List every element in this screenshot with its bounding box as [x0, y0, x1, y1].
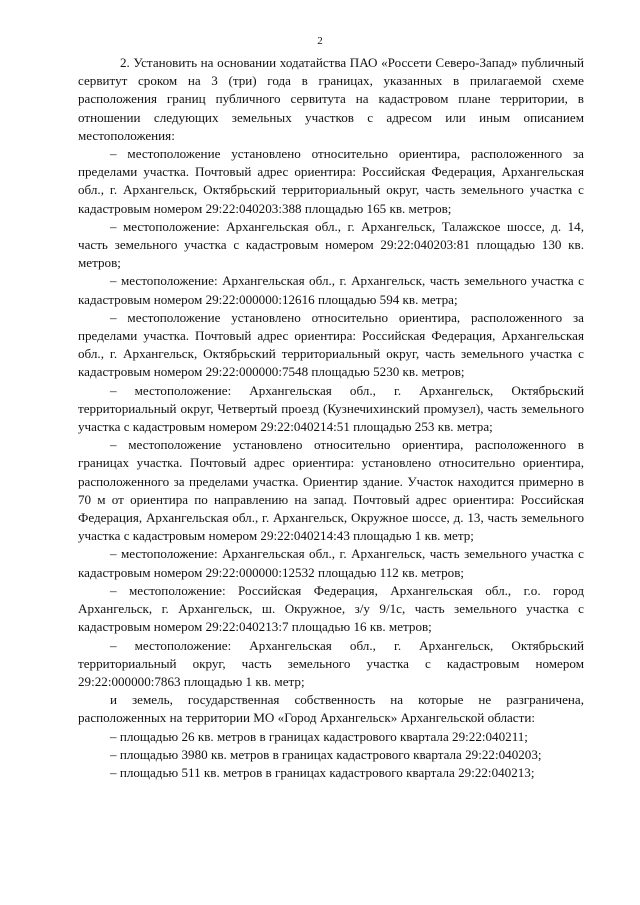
list-item: – местоположение: Архангельская обл., г. Архангельск, Октябрьский территориальный округ, часть земельного участка с кадастровым номером 29:22:000000:7863 площадью 1 кв. метр; [78, 637, 584, 689]
list-item: – местоположение установлено относительно ориентира, расположенного в границах участка. Почтовый адрес ориентира: установлено относительно ориентира, расположенного за пределами участка. Ориентир здание. Участок находится примерно в 70 м от ориентира по направлению на запад. Почтовый адрес ориентира: Российская Федерация, Архангельская обл., г. Архангельск, Окружное шоссе, д. 13, часть земельного участка с кадастровым номером 29:22:040214:43 площадью 1 кв. метр; [78, 437, 584, 544]
page-number: 2 [317, 35, 323, 47]
paragraph-state-lands: и земель, государственная собственность на которые не разграничена, расположенных на территории МО «Город Архангельск» Архангельской области: [78, 692, 584, 726]
list-item: – местоположение: Архангельская обл., г. Архангельск, Октябрьский территориальный округ, Четвертый проезд (Кузнечихинский промузел), часть земельного участка с кадастровым номером 29:22:040214:51 площадью 253 кв. метра; [78, 382, 584, 435]
list-item: – площадью 511 кв. метров в границах кадастрового квартала 29:22:040213; [110, 764, 535, 780]
list-item: – местоположение: Архангельская обл., г. Архангельск, Талажское шоссе, д. 14, часть земельного участка с кадастровым номером 29:22:040203:81 площадью 130 кв. метров; [78, 218, 584, 271]
list-item: – местоположение: Архангельская обл., г. Архангельск, часть земельного участка с кадастровым номером 29:22:000000:12616 площадью 594 кв. метра; [78, 273, 584, 307]
list-item: – площадью 3980 кв. метров в границах кадастрового квартала 29:22:040203; [110, 746, 542, 762]
list-item: – местоположение: Архангельская обл., г. Архангельск, часть земельного участка с кадастровым номером 29:22:000000:12532 площадью 112 кв. метров; [78, 546, 584, 580]
list-item: – площадью 26 кв. метров в границах кадастрового квартала 29:22:040211; [110, 728, 528, 744]
list-item: – местоположение установлено относительно ориентира, расположенного за пределами участка. Почтовый адрес ориентира: Российская Федерация, Архангельская обл., г. Архангельск, Октябрьский территориальный округ, часть земельного участка с кадастровым номером 29:22:040203:388 площадью 165 кв. метров; [78, 146, 584, 216]
list-item: – местоположение: Российская Федерация, Архангельская обл., г.о. город Архангельск, г. Архангельск, ш. Окружное, з/у 9/1с, часть земельного участка с кадастровым номером 29:22:040213:7 площадью 16 кв. метров; [78, 582, 584, 635]
document-body [78, 54, 584, 782]
list-item: – местоположение установлено относительно ориентира, расположенного за пределами участка. Почтовый адрес ориентира: Российская Федерация, Архангельская обл., г. Архангельск, Октябрьский территориальный округ, часть земельного участка с кадастровым номером 29:22:000000:7548 площадью 5230 кв. метров; [78, 309, 584, 380]
paragraph-intro: 2. Установить на основании ходатайства ПАО «Россети Северо-Запад» публичный сервитут сроком на 3 (три) года в границах, указанных в прилагаемой схеме расположения границ публичного сервитута на кадастровом плане территории, в отношении следующих земельных участков с адресом или иным описанием местоположения: [78, 55, 584, 143]
